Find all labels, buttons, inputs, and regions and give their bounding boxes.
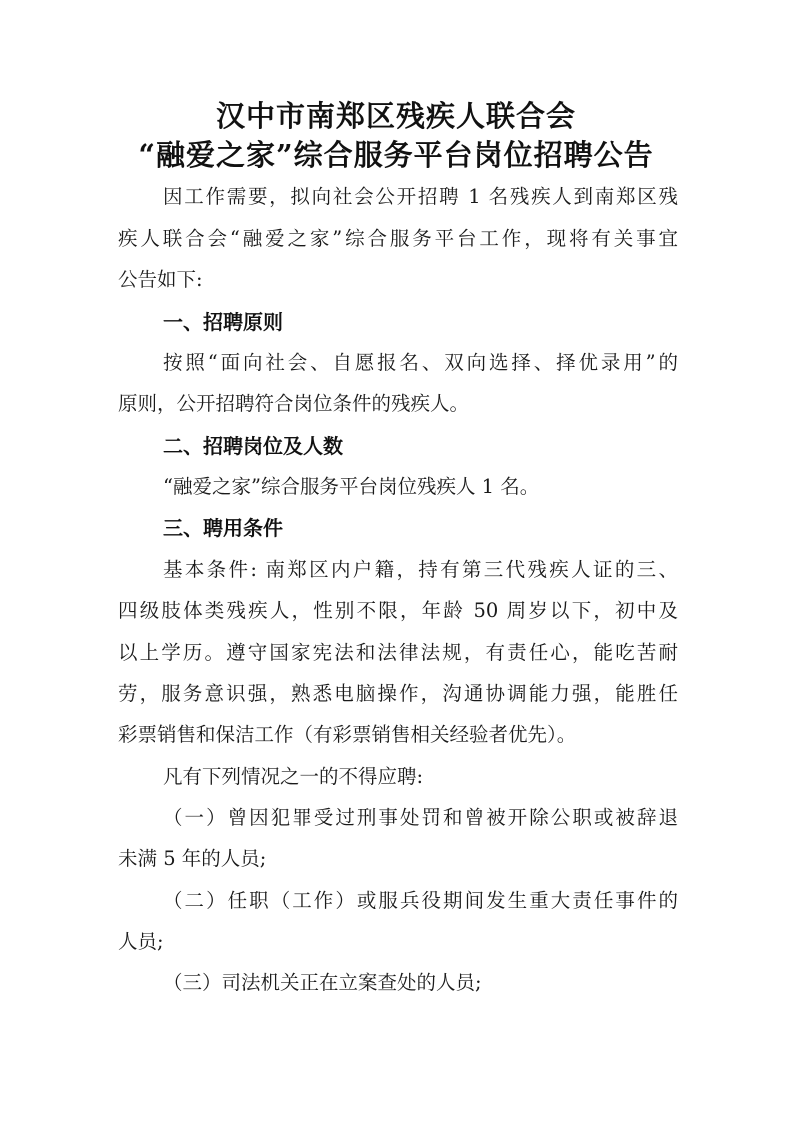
title-line-1: 汉中市南郑区残疾人联合会	[215, 99, 576, 133]
conditions-line-11: （三）司法机关正在立案查处的人员;	[163, 971, 482, 994]
conditions-line-7: （一）曾因犯罪受过刑事处罚和曾被开除公职或被辞退	[163, 806, 678, 829]
principles-line-1: 按照“面向社会、自愿报名、双向选择、择优录用”的	[163, 351, 678, 374]
positions-line-1: “融爱之家”综合服务平台岗位残疾人 1 名。	[163, 475, 540, 498]
conditions-line-8: 未满 5 年的人员;	[118, 847, 267, 870]
section-heading-positions: 二、招聘岗位及人数	[163, 434, 343, 458]
intro-line-2: 疾人联合会“融爱之家”综合服务平台工作，现将有关事宜	[118, 227, 678, 250]
conditions-line-4: 劳，服务意识强，熟悉电脑操作，沟通协调能力强，能胜任	[118, 682, 678, 705]
section-heading-principles: 一、招聘原则	[163, 310, 283, 334]
conditions-line-10: 人员;	[118, 930, 164, 953]
conditions-line-6: 凡有下列情况之一的不得应聘:	[163, 765, 424, 788]
conditions-line-9: （二）任职（工作）或服兵役期间发生重大责任事件的	[163, 889, 678, 912]
conditions-line-3: 以上学历。遵守国家宪法和法律法规，有责任心，能吃苦耐	[118, 641, 678, 664]
intro-line-1: 因工作需要，拟向社会公开招聘 1 名残疾人到南郑区残	[163, 185, 678, 208]
conditions-line-2: 四级肢体类残疾人，性别不限，年龄 50 周岁以下，初中及	[118, 599, 678, 622]
conditions-line-5: 彩票销售和保洁工作（有彩票销售相关经验者优先）。	[118, 723, 577, 746]
principles-line-2: 原则，公开招聘符合岗位条件的残疾人。	[118, 392, 470, 415]
title-line-2: “融爱之家”综合服务平台岗位招聘公告	[138, 138, 654, 172]
section-heading-conditions: 三、聘用条件	[163, 516, 283, 540]
conditions-line-1: 基本条件: 南郑区内户籍，持有第三代残疾人证的三、	[163, 558, 678, 581]
intro-line-3: 公告如下:	[118, 268, 203, 291]
